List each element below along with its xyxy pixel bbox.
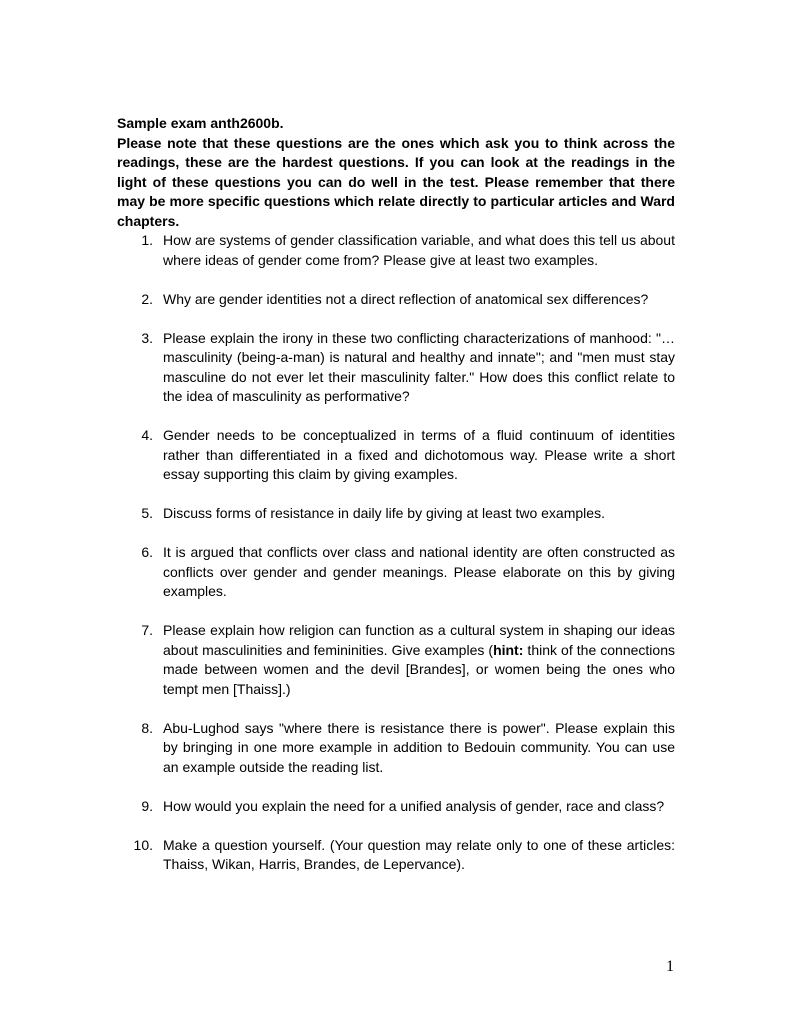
question-number: 7. — [141, 622, 153, 638]
intro-paragraph: Please note that these questions are the ones which ask you to think across the readings, these are the hardest questions. If you can look at the readings in the light of these questions you can do well in the test. Please remember that there may be more specific questions which relate directly to particular articles and Ward chapters. — [117, 134, 675, 229]
question-9 — [117, 797, 675, 817]
question-text: How would you explain the need for a unified analysis of gender, race and class? — [163, 797, 665, 814]
question-6 — [117, 543, 675, 602]
question-text: Why are gender identities not a direct reflection of anatomical sex differences? — [163, 290, 649, 307]
hint-label: hint: — [493, 641, 524, 658]
question-5 — [117, 504, 675, 524]
question-text: Abu-Lughod says "where there is resistance there is power". Please explain this by bringing in one more example in addition to Bedouin community. You can use an example outside the reading list. — [163, 719, 675, 775]
question-number: 3. — [141, 329, 153, 346]
question-text: Please explain the irony in these two conflicting characterizations of manhood: "…masculinity (being-a-man) is natural and healthy and innate"; and "men must stay masculine do not ever let their masculinity falter." How does this conflict relate to the idea of masculinity as performative? — [163, 329, 675, 404]
question-7 — [117, 621, 675, 699]
question-number: 1. — [141, 232, 153, 248]
question-text: How are systems of gender classification variable, and what does this tell us about where ideas of gender come from? Please give at least two examples. — [163, 232, 675, 268]
document-title: Sample exam anth2600b. — [117, 115, 284, 131]
question-text: Make a question yourself. (Your question may relate only to one of these articles: Thaiss, Wikan, Harris, Brandes, de Lepervance). — [163, 836, 675, 872]
question-text: Gender needs to be conceptualized in terms of a fluid continuum of identities rather than differentiated in a fixed and dichotomous way. Please write a short essay supporting this claim by giving examples. — [163, 427, 675, 482]
page-number: 1 — [666, 958, 674, 975]
question-3 — [117, 329, 675, 407]
question-number: 4. — [141, 427, 153, 443]
document-body — [117, 114, 675, 875]
question-number: 10. — [133, 836, 153, 853]
question-text — [163, 622, 675, 697]
question-text-after-hint: think of the connections made between women and the devil [Brandes], or women being the ones who tempt men [Thaiss].) — [163, 641, 675, 697]
question-10 — [117, 836, 675, 875]
question-number: 8. — [141, 719, 153, 736]
question-text-before-hint: Please explain how religion can function as a cultural system in shaping our ideas about masculinities and femininities. Give examples ( — [163, 622, 675, 658]
question-number: 9. — [141, 797, 153, 814]
question-number: 6. — [141, 544, 153, 560]
question-number: 2. — [141, 290, 153, 307]
question-text: It is argued that conflicts over class and national identity are often constructed as conflicts over gender and gender meanings. Please elaborate on this by giving examples. — [163, 544, 675, 599]
question-8 — [117, 719, 675, 778]
question-number: 5. — [141, 505, 153, 521]
question-4 — [117, 426, 675, 485]
question-2 — [117, 290, 675, 310]
question-text: Discuss forms of resistance in daily life by giving at least two examples. — [163, 505, 605, 521]
question-list — [117, 231, 675, 875]
question-1 — [117, 231, 675, 270]
